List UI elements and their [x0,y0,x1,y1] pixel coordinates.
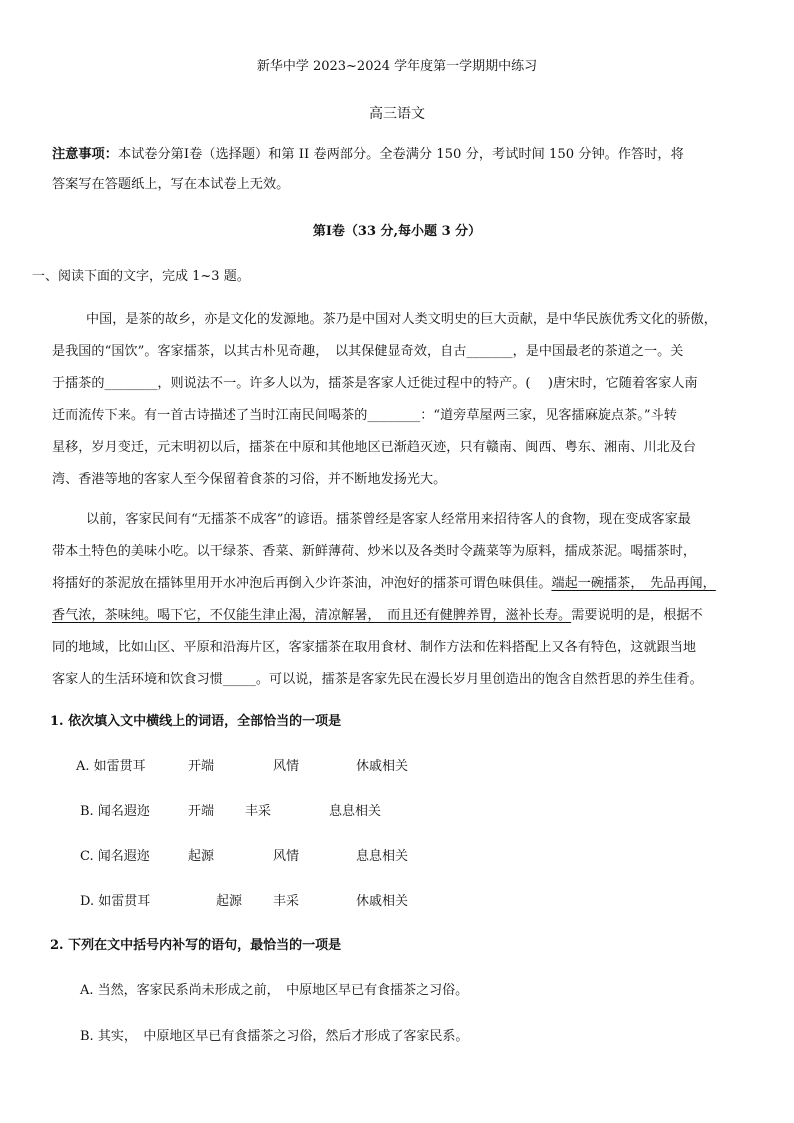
option-term: C. 闻名遐迩 [80,849,150,864]
notice-block [52,140,752,200]
question-1-stem: 1. 依次填入文中横线上的词语，全部恰当的一项是 [50,714,342,729]
exam-title: 新华中学 2023~2024 学年度第一学期期中练习 [256,59,538,74]
option-term: 息息相关 [329,804,382,819]
passage-line: 迁而流传下来。有一首古诗描述了当时江南民间喝茶的________：“道旁草屋两三家，见客擂麻旋点茶。”斗转 [52,408,677,423]
subject-title: 高三语文 [369,106,425,122]
notice-line-2: 答案写在答题纸上，写在本试卷上无效。 [52,177,290,192]
passage-line: 以前，客家民间有“无擂茶不成客”的谚语。擂茶曾经是客家人经常用来招待客人的食物，现在变成客家最 [86,512,691,527]
option-term: 休戚相关 [356,759,409,774]
option-term: 开端 [188,804,215,819]
option-term: 休戚相关 [356,894,409,909]
passage-paragraph-1 [52,304,752,496]
option-term: 起源 [188,849,215,864]
notice-line-1: 本试卷分第Ⅰ卷（选择题）和第 II 卷两部分。全卷满分 150 分，考试时间 150 分钟。作答时，将 [117,147,684,162]
question-2-stem: 2. 下列在文中括号内补写的语句，最恰当的一项是 [50,938,342,953]
section-instruction: 一、阅读下面的文字，完成 1~3 题。 [32,269,250,284]
option-term: A. 如雷贯耳 [76,759,146,774]
option-term: B. 闻名遐迩 [80,804,150,819]
passage-line [52,568,752,600]
option-term: 开端 [188,759,215,774]
passage-line: 中国，是茶的故乡，亦是文化的发源地。茶乃是中国对人类文明史的巨大贡献，是中华民族优秀文化的骄傲， [86,312,717,327]
option-text: B. 其实， 中原地区早已有食擂茶之习俗，然后才形成了客家民系。 [80,1029,469,1044]
option-term: 丰采 [273,894,300,909]
option-term: 风情 [273,849,300,864]
option-term: 起源 [216,894,243,909]
passage-line: 客家人的生活环境和饮食习惯_____。可以说，擂茶是客家先民在漫长岁月里创造出的饱含自然哲思的养生佳肴。 [52,672,703,687]
option-term: 丰采 [245,804,272,819]
option-term: D. 如雷贯耳 [80,894,151,909]
passage-line: 同的地域，比如山区、平原和沿海片区，客家擂茶在取用食材、制作方法和佐料搭配上又各有特色，这就跟当地 [52,640,697,655]
underlined-sentence: 香气浓，茶味纯。喝下它，不仅能生津止渴，清凉解暑， 而且还有健脾养胃，滋补长寿。 [52,608,572,623]
passage-text: 需要说明的是，根据不 [571,608,703,623]
option-term: 息息相关 [356,849,409,864]
passage-line [52,600,752,632]
underlined-sentence: 端起一碗擂茶， 先品再闻， [551,576,716,591]
option-term: 风情 [273,759,300,774]
passage-paragraph-2 [52,504,752,696]
passage-text: 将擂好的茶泥放在擂钵里用开水冲泡后再倒入少许茶油，冲泡好的擂茶可谓色味俱佳。 [52,576,552,591]
passage-line: 星移，岁月变迁，元末明初以后，擂茶在中原和其他地区已渐趋灭迹，只有赣南、闽西、粤东、湘南、川北及台 [52,440,697,455]
option-text: A. 当然，客家民系尚未形成之前， 中原地区早已有食擂茶之习俗。 [80,983,469,998]
passage-line: 带本土特色的美味小吃。以干绿茶、香菜、新鲜薄荷、炒米以及各类时令蔬菜等为原料，擂成茶泥。喝擂茶时， [52,544,697,559]
passage-line: 是我国的“国饮”。客家擂茶，以其古朴见奇趣， 以其保健显奇效，自古_______，是中国最老的茶道之一。关 [52,344,684,359]
passage-line: 湾、香港等地的客家人至今保留着食茶的习俗，并不断地发扬光大。 [52,472,447,487]
passage-line: 于擂茶的________，则说法不一。许多人以为，擂茶是客家人迁徙过程中的特产。( )唐宋时，它随着客家人南 [52,376,698,391]
notice-label: 注意事项： [52,147,118,162]
section-heading: 第Ⅰ卷（33 分,每小题 3 分） [312,224,482,239]
